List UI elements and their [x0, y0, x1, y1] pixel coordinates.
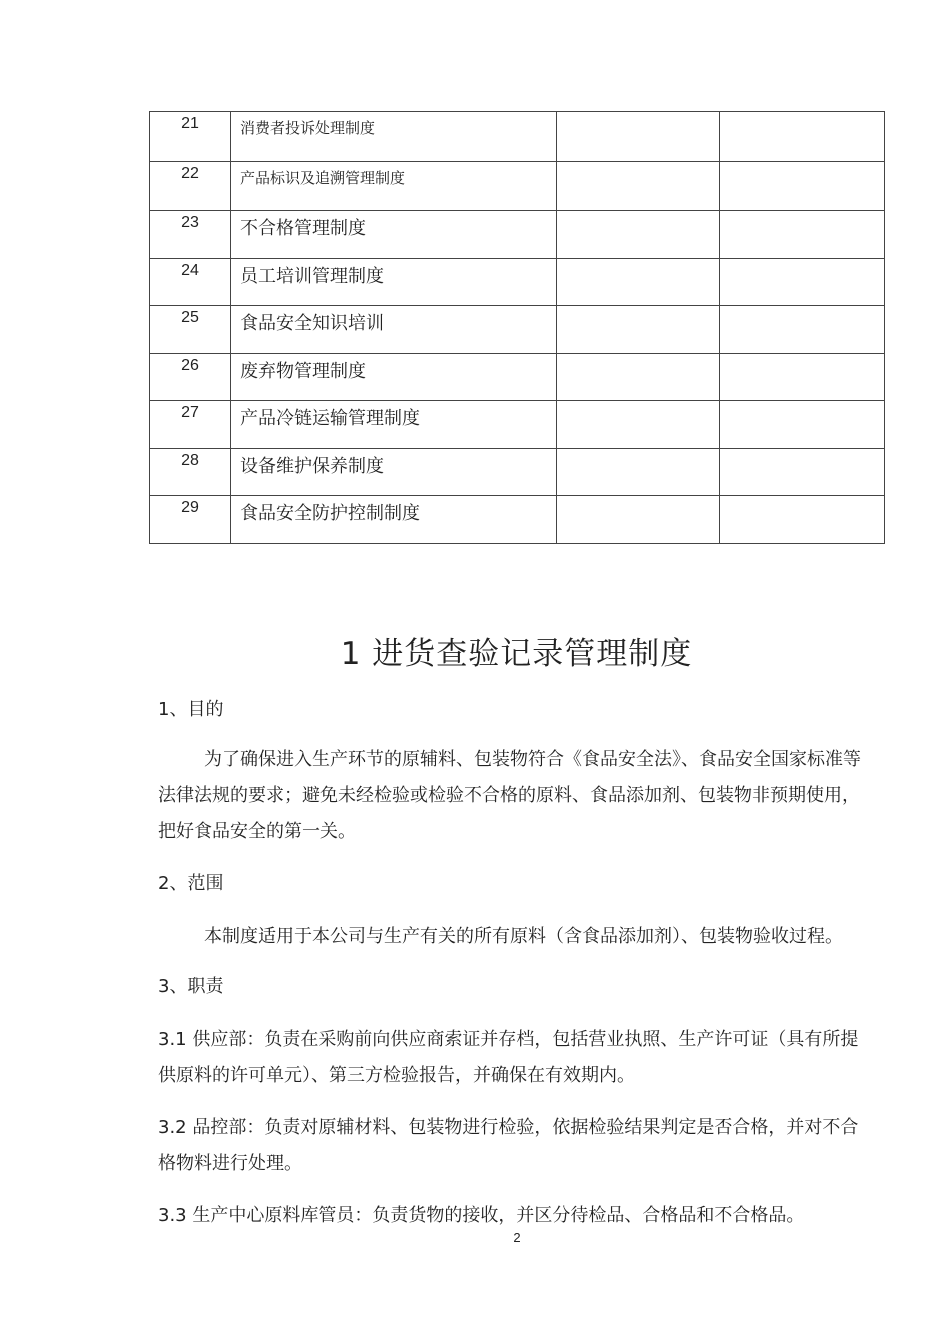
table-row: [150, 161, 885, 211]
empty-cell: [557, 353, 720, 401]
empty-cell: [720, 258, 885, 306]
table-row: [150, 112, 885, 162]
empty-cell: [557, 112, 720, 162]
row-number: 27: [150, 401, 231, 449]
table-row: [150, 258, 885, 306]
regulation-table: [149, 111, 885, 544]
regulation-name: 不合格管理制度: [231, 211, 557, 259]
paragraph-qc-dept: 3.2 品控部：负责对原辅材料、包装物进行检验，依据检验结果判定是否合格，并对不合格物料进行处理。: [158, 1117, 859, 1174]
heading-scope: 2、范围: [158, 873, 224, 894]
table-row: [150, 353, 885, 401]
empty-cell: [720, 448, 885, 496]
row-number: 29: [150, 496, 231, 544]
paragraph-warehouse: 3.3 生产中心原料库管员：负责货物的接收，并区分待检品、合格品和不合格品。: [158, 1205, 805, 1226]
regulation-name: 产品冷链运输管理制度: [231, 401, 557, 449]
heading-purpose: 1、目的: [158, 699, 224, 720]
page-number: 2: [513, 1230, 521, 1245]
section-title: 1 进货查验记录管理制度: [340, 636, 693, 672]
row-number: 24: [150, 258, 231, 306]
regulation-name: 消费者投诉处理制度: [231, 112, 557, 162]
row-number: 21: [150, 112, 231, 162]
empty-cell: [557, 258, 720, 306]
table-row: [150, 401, 885, 449]
row-number: 26: [150, 353, 231, 401]
row-number: 28: [150, 448, 231, 496]
regulation-name: 产品标识及追溯管理制度: [231, 161, 557, 211]
table-row: [150, 211, 885, 259]
empty-cell: [557, 401, 720, 449]
empty-cell: [720, 112, 885, 162]
table-row: [150, 306, 885, 354]
row-number: 22: [150, 161, 231, 211]
regulation-name: 食品安全知识培训: [231, 306, 557, 354]
regulation-name: 食品安全防护控制制度: [231, 496, 557, 544]
paragraph-scope: 本制度适用于本公司与生产有关的所有原料（含食品添加剂）、包装物验收过程。: [204, 926, 843, 947]
regulation-name: 员工培训管理制度: [231, 258, 557, 306]
empty-cell: [720, 306, 885, 354]
empty-cell: [720, 496, 885, 544]
empty-cell: [720, 211, 885, 259]
empty-cell: [557, 306, 720, 354]
paragraph-supply-dept: 3.1 供应部：负责在采购前向供应商索证并存档，包括营业执照、生产许可证（具有所提供原料的许可单元）、第三方检验报告，并确保在有效期内。: [158, 1029, 859, 1086]
table-row: [150, 448, 885, 496]
row-number: 23: [150, 211, 231, 259]
empty-cell: [720, 161, 885, 211]
regulation-name: 设备维护保养制度: [231, 448, 557, 496]
empty-cell: [557, 211, 720, 259]
regulation-name: 废弃物管理制度: [231, 353, 557, 401]
row-number: 25: [150, 306, 231, 354]
empty-cell: [557, 496, 720, 544]
heading-responsibility: 3、职责: [158, 976, 224, 997]
empty-cell: [557, 161, 720, 211]
table-row: [150, 496, 885, 544]
paragraph-purpose: 为了确保进入生产环节的原辅料、包装物符合《食品安全法》、食品安全国家标准等法律法规的要求；避免未经检验或检验不合格的原料、食品添加剂、包装物非预期使用，把好食品安全的第一关。: [158, 749, 861, 842]
empty-cell: [557, 448, 720, 496]
empty-cell: [720, 401, 885, 449]
empty-cell: [720, 353, 885, 401]
